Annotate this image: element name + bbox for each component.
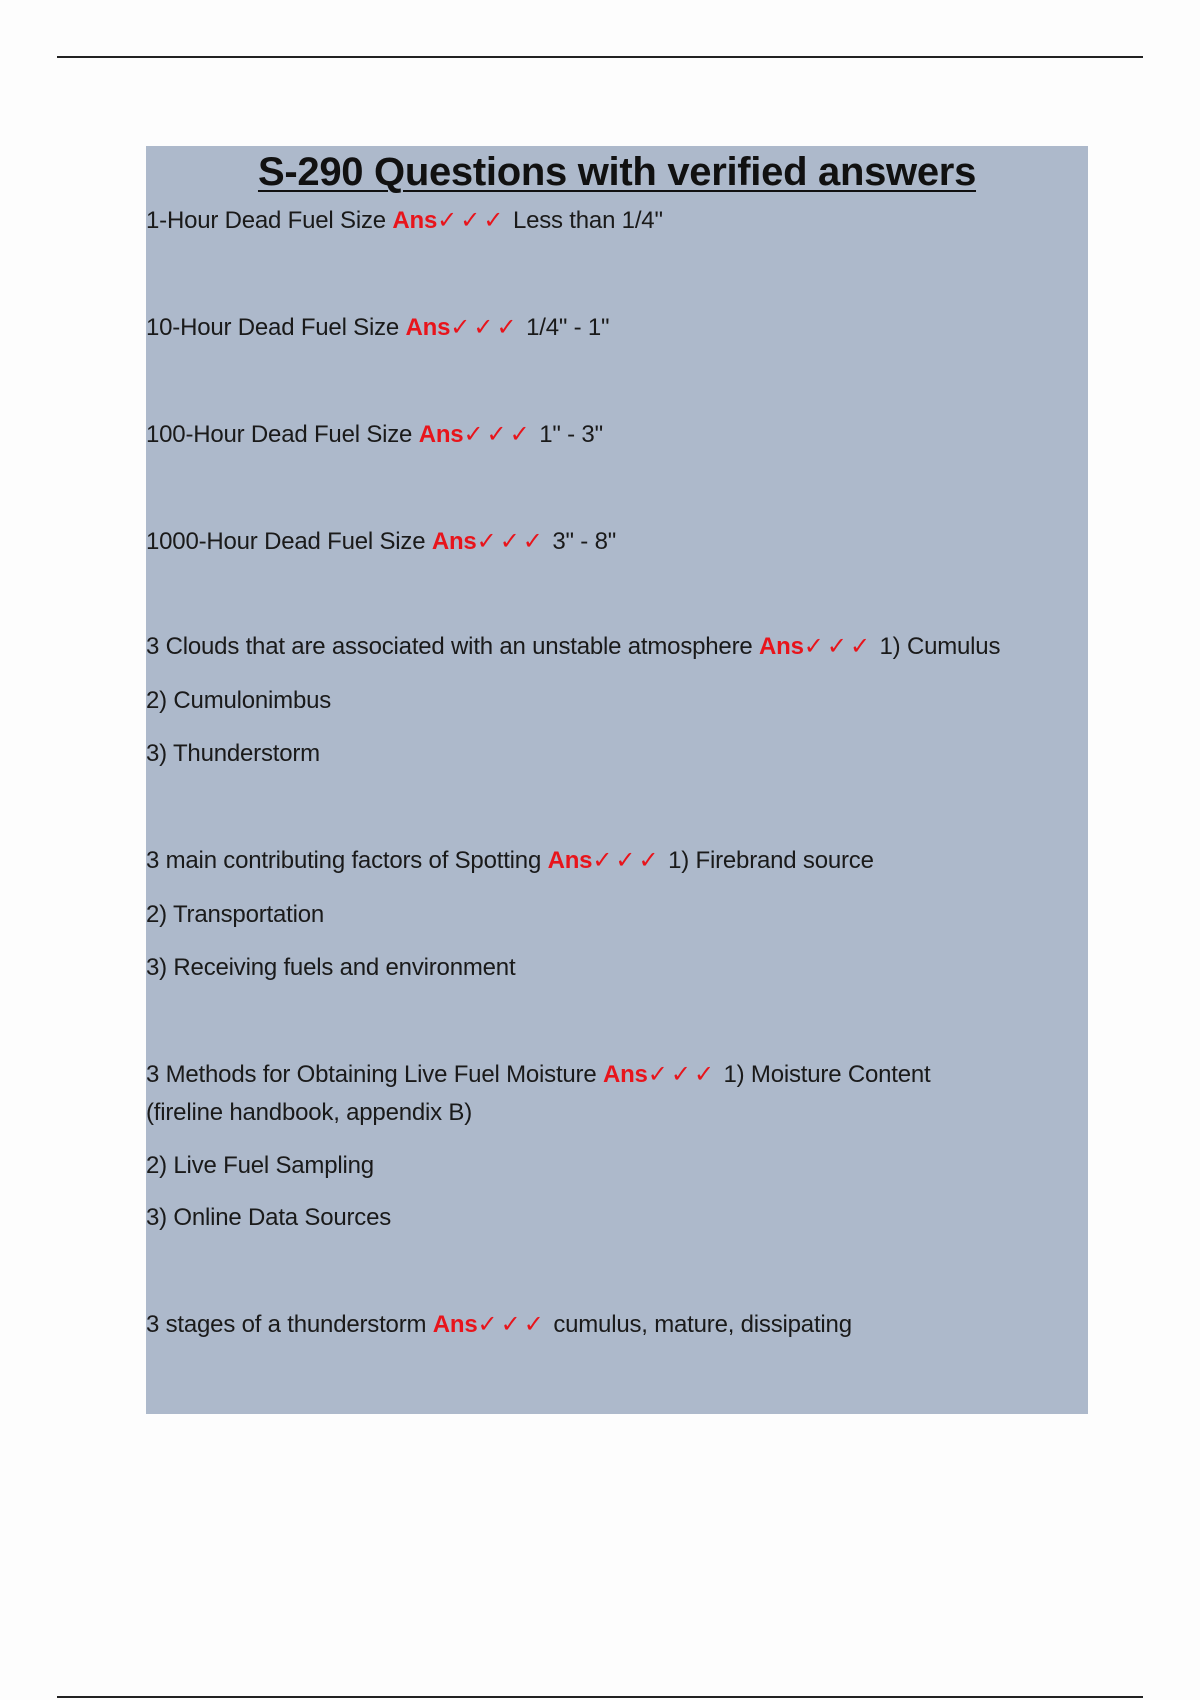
ans-label: Ans [432, 1311, 478, 1338]
content-panel [146, 146, 1088, 1414]
question-text: 100-Hour Dead Fuel Size [146, 421, 413, 448]
qa-item-8 [146, 1306, 1088, 1344]
answer-line: 2) Cumulonimbus [146, 687, 332, 714]
answer-text: cumulus, mature, dissipating [553, 1311, 852, 1338]
ans-label: Ans [758, 633, 804, 660]
answer-line: 3) Receiving fuels and environment [146, 954, 516, 981]
answer-line: 2) Live Fuel Sampling [146, 1152, 374, 1179]
question-text: 3 Methods for Obtaining Live Fuel Moisture [146, 1061, 597, 1088]
ans-label: Ans [392, 207, 438, 234]
ans-label: Ans [418, 421, 464, 448]
check-icon: ✓✓✓ [647, 1061, 718, 1088]
top-rule [57, 56, 1143, 58]
answer-text: 1/4" - 1" [526, 314, 610, 341]
ans-label: Ans [602, 1061, 648, 1088]
qa-item-1 [146, 202, 1088, 240]
qa-item-4 [146, 523, 1088, 561]
answer-text: 3" - 8" [552, 528, 617, 555]
ans-label: Ans [547, 847, 593, 874]
document-title: S-290 Questions with verified answers [257, 150, 977, 194]
qa-item-7 [146, 1056, 1088, 1094]
answer-text: 1) Moisture Content [723, 1061, 931, 1088]
answer-line: 3) Online Data Sources [146, 1204, 392, 1231]
question-text: 3 main contributing factors of Spotting [146, 847, 542, 874]
check-icon: ✓✓✓ [450, 314, 520, 341]
answer-continuation: (fireline handbook, appendix B) [146, 1099, 473, 1126]
check-icon: ✓✓✓ [477, 1311, 547, 1338]
answer-text: 1" - 3" [539, 421, 603, 448]
answer-line: 3) Thunderstorm [146, 740, 320, 767]
answer-text: 1) Firebrand source [668, 847, 874, 874]
qa-item-2 [146, 309, 1088, 347]
ans-label: Ans [405, 314, 451, 341]
question-text: 3 stages of a thunderstorm [146, 1311, 427, 1338]
question-text: 1-Hour Dead Fuel Size [146, 207, 386, 234]
question-text: 1000-Hour Dead Fuel Size [146, 528, 426, 555]
bottom-rule [57, 1696, 1143, 1698]
check-icon: ✓✓✓ [437, 207, 507, 234]
answer-text: Less than 1/4" [512, 207, 663, 234]
check-icon: ✓✓✓ [803, 633, 874, 660]
check-icon: ✓✓✓ [463, 421, 533, 448]
check-icon: ✓✓✓ [476, 528, 546, 555]
question-text: 10-Hour Dead Fuel Size [146, 314, 400, 341]
qa-item-6 [146, 842, 1088, 880]
qa-item-5 [146, 628, 1088, 666]
ans-label: Ans [431, 528, 477, 555]
qa-item-3 [146, 416, 1088, 454]
answer-text: 1) Cumulus [879, 633, 1001, 660]
answer-line: 2) Transportation [146, 901, 325, 928]
check-icon: ✓✓✓ [592, 847, 662, 874]
question-text: 3 Clouds that are associated with an unstable atmosphere [146, 633, 753, 660]
